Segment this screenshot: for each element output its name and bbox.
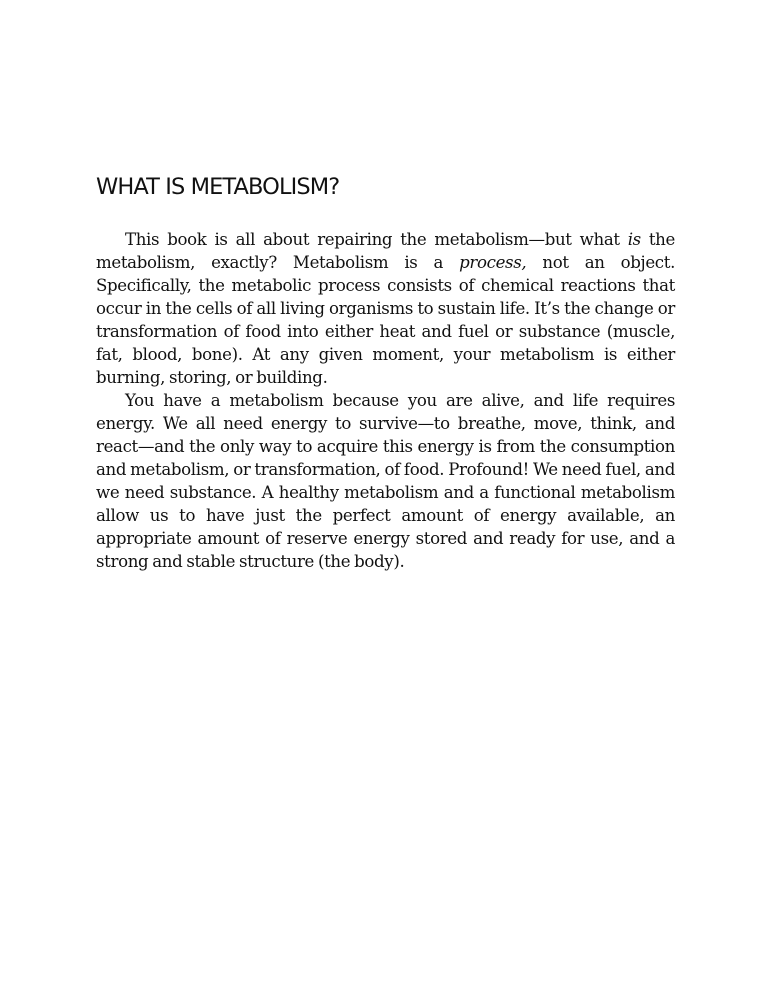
emphasis-process: process, — [459, 253, 527, 272]
paragraph-1-text-b: the metabolism, exactly? Metabolism is a — [96, 230, 675, 272]
paragraph-1-text-a: This book is all about repairing the metabolism—but what — [125, 230, 628, 249]
emphasis-is: is — [627, 230, 641, 249]
paragraph-1-text-c: not an object. Specifically, the metabolic process consists of chemical reactions that occur in the cells of all living organisms to sustain life. It’s the change or transformation of food into either heat and fuel or substance (muscle, fat, blood, bone). At any given moment, your metabolism is either burning, storing, or building. — [96, 253, 675, 387]
section-heading: WHAT IS METABOLISM? — [96, 174, 340, 200]
paragraph-2: You have a metabolism because you are alive, and life requires energy. We all need energy to survive—to breathe, move, think, and react—and the only way to acquire this energy is from the consumption and metabolism, or transformation, of food. Profound! We need fuel, and we need substance. A healthy metabolism and a functional metabolism allow us to have just the perfect amount of energy available, an appropriate amount of reserve energy stored and ready for use, and a strong and stable structure (the body). — [96, 391, 675, 571]
paragraph-1 — [96, 228, 675, 389]
body-text — [96, 228, 675, 573]
